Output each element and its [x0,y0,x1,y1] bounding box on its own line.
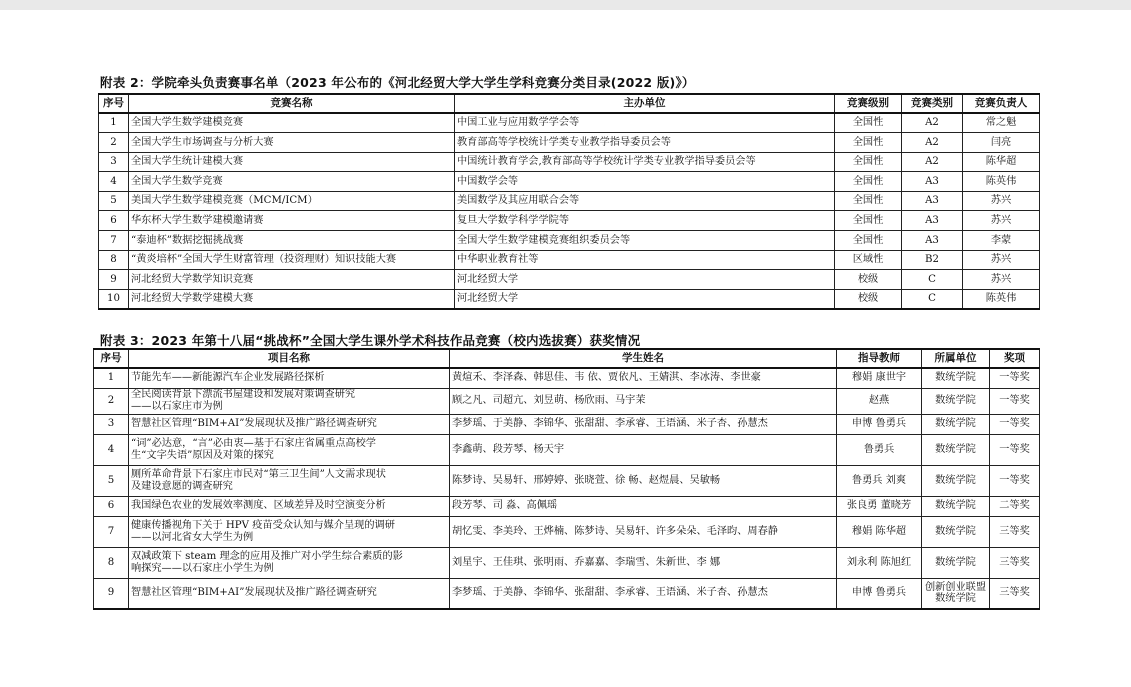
row-number: 5 [99,191,129,211]
unit [922,547,990,578]
award: 二等奖 [990,496,1040,516]
contest-level: 全国性 [835,191,902,211]
header-leader: 竞赛负责人 [963,94,1040,113]
header-teacher: 指导教师 [837,349,922,368]
award: 三等奖 [990,516,1040,547]
table1-caption: 附表 2：学院牵头负责赛事名单（2023 年公布的《河北经贸大学大学生学科竞赛分类目录(2022 版)》） [100,75,695,90]
viewer-top-bar [0,0,1131,10]
table-row [94,547,1040,578]
organizer: 复旦大学数学科学学院等 [455,211,835,231]
project-name-line2: 及建设意愿的调查研究 [131,480,233,492]
organizer: 河北经贸大学 [455,270,835,290]
row-number: 4 [94,434,129,465]
contest-category: A2 [902,113,963,133]
header-category: 竞赛类别 [902,94,963,113]
project-name-line1: 智慧社区管理“BIM+AI”发展现状及推广路径调查研究 [131,587,377,599]
row-number: 7 [99,231,129,251]
contest-category: C [902,270,963,290]
student-names: 李梦瑶、于美静、李锦华、张甜甜、李承睿、王语涵、米子杏、孙慧杰 [450,578,837,609]
unit-line1: 数统学院 [935,556,976,568]
project-name-line1: 健康传播视角下关于 HPV 疫苗受众认知与媒介呈现的调研 [131,519,395,531]
contest-leader: 李蒙 [963,231,1040,251]
contest-leader: 苏兴 [963,211,1040,231]
header-level: 竞赛级别 [835,94,902,113]
contest-category: A3 [902,172,963,192]
contest-leader: 陈英伟 [963,289,1040,309]
project-name [129,496,450,516]
contest-level: 全国性 [835,113,902,133]
advisor: 穆娟 陈华超 [837,516,922,547]
row-number: 10 [99,289,129,309]
contest-level: 全国性 [835,211,902,231]
row-number: 2 [99,133,129,153]
table-row [99,133,1040,153]
organizer: 美国数学及其应用联合会等 [455,191,835,211]
unit [922,368,990,388]
award: 三等奖 [990,547,1040,578]
advisor: 鲁勇兵 刘爽 [837,465,922,496]
project-name [129,414,450,434]
award: 一等奖 [990,414,1040,434]
contest-name: 河北经贸大学数学建模大赛 [129,289,455,309]
unit-line1: 数统学院 [935,395,976,407]
project-name [129,465,450,496]
contest-level: 全国性 [835,152,902,172]
student-names: 段芳琴、司 淼、高佩瑶 [450,496,837,516]
contest-leader: 陈英伟 [963,172,1040,192]
contest-name: “泰迪杯”数据挖掘挑战赛 [129,231,455,251]
contest-category: A2 [902,133,963,153]
table-row [99,289,1040,309]
project-name [129,547,450,578]
award: 一等奖 [990,388,1040,414]
header-unit: 所属单位 [922,349,990,368]
project-name-line1: 全民阅读背景下漂流书屋建设和发展对策调查研究 [131,389,356,401]
unit-line1: 数统学院 [935,372,976,384]
organizer: 中国数学会等 [455,172,835,192]
contest-leader: 苏兴 [963,270,1040,290]
project-name-line2: 响探究——以石家庄小学生为例 [131,562,274,574]
table-row [99,191,1040,211]
project-name-line1: 我国绿色农业的发展效率测度、区域差异及时空演变分析 [131,500,386,512]
table-row [99,172,1040,192]
project-name-line1: 节能先车——新能源汽车企业发展路径探析 [131,372,325,384]
contest-name: 美国大学生数学建模竞赛（MCM/ICM） [129,191,455,211]
project-name [129,434,450,465]
contest-name: “黄炎培杯”全国大学生财富管理（投资理财）知识技能大赛 [129,250,455,270]
unit [922,388,990,414]
table-row [94,414,1040,434]
contest-category: A3 [902,211,963,231]
row-number: 6 [99,211,129,231]
award-table [93,348,1040,610]
student-names: 黄煊禾、李泽森、韩思佳、韦 依、贾依凡、王婧淇、李冰涛、李世豪 [450,368,837,388]
row-number: 2 [94,388,129,414]
unit-line1: 数统学院 [935,443,976,455]
unit [922,434,990,465]
student-names: 顾之凡、司超亢、刘昱萌、杨欣雨、马宇茉 [450,388,837,414]
unit [922,465,990,496]
table-row [94,434,1040,465]
project-name-line1: 厕所革命背景下石家庄市民对“第三卫生间”人文需求现状 [131,468,386,480]
header-no: 序号 [99,94,129,113]
organizer: 中国工业与应用数学学会等 [455,113,835,133]
table-row [99,231,1040,251]
contest-level: 区域性 [835,250,902,270]
row-number: 6 [94,496,129,516]
student-names: 李鑫萌、段芳琴、杨天宇 [450,434,837,465]
table2-caption: 附表 3：2023 年第十八届“挑战杯”全国大学生课外学术科技作品竞赛（校内选拔赛）获奖情况 [100,333,641,348]
contest-leader: 闫亮 [963,133,1040,153]
unit [922,496,990,516]
header-award: 奖项 [990,349,1040,368]
contest-name: 河北经贸大学数学知识竞赛 [129,270,455,290]
unit-line2: 数统学院 [935,593,976,605]
header-no: 序号 [94,349,129,368]
table-row [94,388,1040,414]
table-row [94,465,1040,496]
table2-header-row [94,349,1040,368]
contest-level: 全国性 [835,231,902,251]
header-contest-name: 竞赛名称 [129,94,455,113]
header-students: 学生姓名 [450,349,837,368]
unit-line1: 数统学院 [935,500,976,512]
row-number: 9 [94,578,129,609]
project-name [129,368,450,388]
row-number: 3 [99,152,129,172]
student-names: 胡忆雯、李美玲、王烨楠、陈梦诗、吴易轩、许多朵朵、毛泽昀、周春静 [450,516,837,547]
table-row [99,250,1040,270]
project-name [129,388,450,414]
unit-line1: 创新创业联盟 [924,581,987,593]
award: 一等奖 [990,434,1040,465]
contest-table [98,93,1040,310]
contest-category: B2 [902,250,963,270]
advisor: 穆娟 康世宇 [837,368,922,388]
row-number: 5 [94,465,129,496]
project-name-line1: “词”必达意，“言”必由衷—基于石家庄省属重点高校学 [131,437,376,449]
award: 一等奖 [990,368,1040,388]
organizer: 教育部高等学校统计学类专业教学指导委员会等 [455,133,835,153]
organizer: 河北经贸大学 [455,289,835,309]
contest-name: 全国大学生数学建模竞赛 [129,113,455,133]
table-row [94,368,1040,388]
project-name-line2: ——以河北省女大学生为例 [131,531,254,543]
project-name-line1: 双减政策下 steam 理念的应用及推广对小学生综合素质的影 [131,550,403,562]
header-organizer: 主办单位 [455,94,835,113]
unit [922,414,990,434]
row-number: 3 [94,414,129,434]
contest-leader: 苏兴 [963,191,1040,211]
table-row [99,113,1040,133]
header-project-name: 项目名称 [129,349,450,368]
unit-line1: 数统学院 [935,418,976,430]
project-name [129,516,450,547]
table1-header-row [99,94,1040,113]
project-name-line2: 生“文字失语”原因及对策的探究 [131,449,274,461]
row-number: 9 [99,270,129,290]
unit [922,516,990,547]
student-names: 李梦瑶、于美静、李锦华、张甜甜、李承睿、王语涵、米子杏、孙慧杰 [450,414,837,434]
organizer: 全国大学生数学建模竞赛组织委员会等 [455,231,835,251]
student-names: 陈梦诗、吴易轩、邢婷婷、张晓萱、徐 畅、赵煜晨、吴敏畅 [450,465,837,496]
project-name [129,578,450,609]
unit [922,578,990,609]
project-name-line1: 智慧社区管理“BIM+AI”发展现状及推广路径调查研究 [131,418,377,430]
award: 一等奖 [990,465,1040,496]
contest-name: 全国大学生数学竞赛 [129,172,455,192]
contest-level: 全国性 [835,133,902,153]
contest-leader: 常之魁 [963,113,1040,133]
row-number: 4 [99,172,129,192]
contest-category: A3 [902,191,963,211]
contest-name: 华东杯大学生数学建模邀请赛 [129,211,455,231]
contest-level: 校级 [835,289,902,309]
row-number: 8 [94,547,129,578]
advisor: 申博 鲁勇兵 [837,578,922,609]
contest-leader: 陈华超 [963,152,1040,172]
table-row [94,578,1040,609]
student-names: 刘星宇、王佳琪、张明雨、乔嘉嘉、李瑞雪、朱新世、李 娜 [450,547,837,578]
advisor: 赵燕 [837,388,922,414]
table-row [99,211,1040,231]
contest-leader: 苏兴 [963,250,1040,270]
advisor: 张良勇 董晓芳 [837,496,922,516]
row-number: 8 [99,250,129,270]
contest-name: 全国大学生市场调查与分析大赛 [129,133,455,153]
row-number: 1 [94,368,129,388]
contest-level: 校级 [835,270,902,290]
project-name-line2: ——以石家庄市为例 [131,401,223,412]
advisor: 鲁勇兵 [837,434,922,465]
table-row [99,152,1040,172]
table-row [94,496,1040,516]
table-row [99,270,1040,290]
contest-category: A3 [902,231,963,251]
award: 三等奖 [990,578,1040,609]
organizer: 中华职业教育社等 [455,250,835,270]
contest-level: 全国性 [835,172,902,192]
row-number: 1 [99,113,129,133]
organizer: 中国统计教育学会,教育部高等学校统计学类专业教学指导委员会等 [455,152,835,172]
unit-line1: 数统学院 [935,525,976,537]
table-row [94,516,1040,547]
advisor: 刘永利 陈旭红 [837,547,922,578]
contest-category: C [902,289,963,309]
contest-name: 全国大学生统计建模大赛 [129,152,455,172]
row-number: 7 [94,516,129,547]
unit-line1: 数统学院 [935,474,976,486]
contest-category: A2 [902,152,963,172]
advisor: 申博 鲁勇兵 [837,414,922,434]
